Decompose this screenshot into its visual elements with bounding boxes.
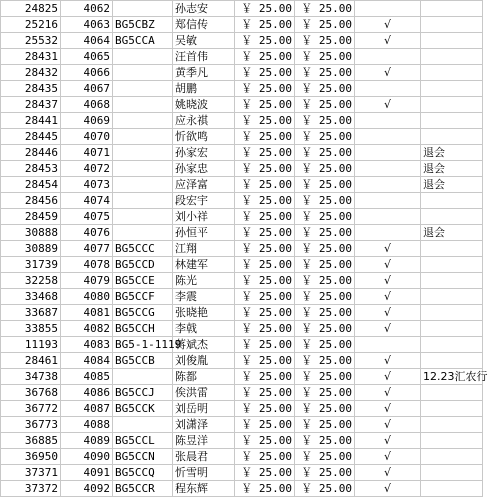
fee-amount-cell[interactable]: ￥ 25.00 [235,417,295,433]
paid-check-cell[interactable] [355,193,421,209]
paid-check-cell[interactable]: √ [355,401,421,417]
member-id-cell[interactable]: 24825 [1,1,61,17]
fee-amount-cell[interactable]: ￥ 25.00 [235,33,295,49]
fee-amount-cell[interactable]: ￥ 25.00 [235,385,295,401]
remark-cell[interactable] [421,65,483,81]
fee-amount-cell[interactable]: ￥ 25.00 [235,433,295,449]
paid-amount-cell[interactable]: ￥ 25.00 [295,161,355,177]
member-id-cell[interactable]: 28461 [1,353,61,369]
remark-cell[interactable] [421,241,483,257]
serial-number-cell[interactable]: 4062 [61,1,113,17]
paid-amount-cell[interactable]: ￥ 25.00 [295,273,355,289]
member-name-cell[interactable]: 俟洪雷 [173,385,235,401]
fee-amount-cell[interactable]: ￥ 25.00 [235,177,295,193]
table-row [1,129,483,145]
paid-check-cell[interactable]: √ [355,321,421,337]
fee-amount-cell[interactable]: ￥ 25.00 [235,449,295,465]
member-name-cell[interactable]: 程东辉 [173,481,235,497]
paid-amount-cell[interactable]: ￥ 25.00 [295,241,355,257]
paid-check-cell[interactable]: √ [355,241,421,257]
paid-amount-cell[interactable]: ￥ 25.00 [295,113,355,129]
member-name-cell[interactable]: 姚晓波 [173,97,235,113]
table-row [1,257,483,273]
paid-amount-cell[interactable]: ￥ 25.00 [295,145,355,161]
callsign-cell[interactable] [113,161,173,177]
member-name-cell[interactable]: 刘岳明 [173,401,235,417]
paid-check-cell[interactable]: √ [355,433,421,449]
callsign-cell[interactable] [113,417,173,433]
serial-number-cell[interactable]: 4086 [61,385,113,401]
fee-amount-cell[interactable]: ￥ 25.00 [235,465,295,481]
paid-amount-cell[interactable]: ￥ 25.00 [295,305,355,321]
member-id-cell[interactable]: 31739 [1,257,61,273]
remark-cell[interactable] [421,465,483,481]
table-row [1,433,483,449]
callsign-cell[interactable] [113,81,173,97]
serial-number-cell[interactable]: 4079 [61,273,113,289]
paid-check-cell[interactable]: √ [355,17,421,33]
remark-cell[interactable] [421,337,483,353]
member-name-cell[interactable]: 林建军 [173,257,235,273]
serial-number-cell[interactable]: 4074 [61,193,113,209]
remark-cell[interactable]: 退会 [421,225,483,241]
member-name-cell[interactable]: 胡鹏 [173,81,235,97]
table-row [1,81,483,97]
paid-check-cell[interactable] [355,225,421,241]
callsign-cell[interactable] [113,369,173,385]
serial-number-cell[interactable]: 4070 [61,129,113,145]
member-id-cell[interactable]: 28445 [1,129,61,145]
member-id-cell[interactable]: 37372 [1,481,61,497]
serial-number-cell[interactable]: 4085 [61,369,113,385]
remark-cell[interactable] [421,289,483,305]
callsign-cell[interactable]: BG5CCR [113,481,173,497]
member-name-cell[interactable]: 刘潇泽 [173,417,235,433]
remark-cell[interactable] [421,129,483,145]
serial-number-cell[interactable]: 4072 [61,161,113,177]
paid-amount-cell[interactable]: ￥ 25.00 [295,97,355,113]
member-name-cell[interactable]: 张晨君 [173,449,235,465]
remark-cell[interactable]: 退会 [421,145,483,161]
fee-amount-cell[interactable]: ￥ 25.00 [235,481,295,497]
remark-cell[interactable] [421,33,483,49]
member-id-cell[interactable]: 33855 [1,321,61,337]
member-name-cell[interactable]: 李震 [173,289,235,305]
paid-amount-cell[interactable]: ￥ 25.00 [295,33,355,49]
table-row [1,289,483,305]
remark-cell[interactable] [421,49,483,65]
callsign-cell[interactable] [113,97,173,113]
callsign-cell[interactable]: BG5-1-1119 [113,337,173,353]
paid-amount-cell[interactable]: ￥ 25.00 [295,65,355,81]
remark-cell[interactable] [421,209,483,225]
member-name-cell[interactable]: 孙家宏 [173,145,235,161]
member-id-cell[interactable]: 28454 [1,177,61,193]
paid-amount-cell[interactable]: ￥ 25.00 [295,369,355,385]
member-name-cell[interactable]: 李戟 [173,321,235,337]
member-id-cell[interactable]: 28437 [1,97,61,113]
member-name-cell[interactable]: 忻雪明 [173,465,235,481]
callsign-cell[interactable] [113,1,173,17]
fee-amount-cell[interactable]: ￥ 25.00 [235,369,295,385]
remark-cell[interactable] [421,113,483,129]
table-row [1,225,483,241]
member-id-cell[interactable]: 28459 [1,209,61,225]
paid-amount-cell[interactable]: ￥ 25.00 [295,465,355,481]
table-row [1,1,483,17]
member-id-cell[interactable]: 28441 [1,113,61,129]
member-name-cell[interactable]: 刘俊胤 [173,353,235,369]
paid-amount-cell[interactable]: ￥ 25.00 [295,81,355,97]
paid-amount-cell[interactable]: ￥ 25.00 [295,209,355,225]
paid-amount-cell[interactable]: ￥ 25.00 [295,129,355,145]
paid-amount-cell[interactable]: ￥ 25.00 [295,193,355,209]
remark-cell[interactable] [421,193,483,209]
member-id-cell[interactable]: 30889 [1,241,61,257]
table-row [1,273,483,289]
member-name-cell[interactable]: 吴敏 [173,33,235,49]
table-row [1,177,483,193]
member-id-cell[interactable]: 28435 [1,81,61,97]
fee-amount-cell[interactable]: ￥ 25.00 [235,321,295,337]
member-name-cell[interactable]: 孙志安 [173,1,235,17]
fee-amount-cell[interactable]: ￥ 25.00 [235,337,295,353]
member-name-cell[interactable]: 忻欲鸣 [173,129,235,145]
paid-check-cell[interactable]: √ [355,385,421,401]
remark-cell[interactable] [421,433,483,449]
member-name-cell[interactable]: 刘小祥 [173,209,235,225]
remark-cell[interactable] [421,353,483,369]
serial-number-cell[interactable]: 4080 [61,289,113,305]
member-name-cell[interactable]: 陈都 [173,369,235,385]
member-name-cell[interactable]: 张晓艳 [173,305,235,321]
member-id-cell[interactable]: 28431 [1,49,61,65]
member-name-cell[interactable]: 段宏宇 [173,193,235,209]
member-id-cell[interactable]: 32258 [1,273,61,289]
table-row [1,97,483,113]
callsign-cell[interactable]: BG5CCJ [113,385,173,401]
paid-amount-cell[interactable]: ￥ 25.00 [295,321,355,337]
table-row [1,449,483,465]
paid-check-cell[interactable]: √ [355,65,421,81]
table-row [1,65,483,81]
table-row [1,161,483,177]
fee-amount-cell[interactable]: ￥ 25.00 [235,209,295,225]
serial-number-cell[interactable]: 4081 [61,305,113,321]
paid-check-cell[interactable]: √ [355,465,421,481]
remark-cell[interactable] [421,81,483,97]
paid-check-cell[interactable] [355,129,421,145]
remark-cell[interactable]: 12.23汇农行 [421,369,483,385]
fee-amount-cell[interactable]: ￥ 25.00 [235,145,295,161]
serial-number-cell[interactable]: 4083 [61,337,113,353]
callsign-cell[interactable]: BG5CCA [113,33,173,49]
remark-cell[interactable] [421,97,483,113]
fee-amount-cell[interactable]: ￥ 25.00 [235,129,295,145]
paid-check-cell[interactable] [355,145,421,161]
table-row [1,337,483,353]
member-name-cell[interactable]: 郑信传 [173,17,235,33]
fee-amount-cell[interactable]: ￥ 25.00 [235,273,295,289]
table-row [1,385,483,401]
serial-number-cell[interactable]: 4071 [61,145,113,161]
serial-number-cell[interactable]: 4067 [61,81,113,97]
fee-amount-cell[interactable]: ￥ 25.00 [235,257,295,273]
callsign-cell[interactable]: BG5CCF [113,289,173,305]
table-row [1,321,483,337]
paid-check-cell[interactable]: √ [355,97,421,113]
table-row [1,209,483,225]
paid-amount-cell[interactable]: ￥ 25.00 [295,449,355,465]
remark-cell[interactable] [421,305,483,321]
fee-amount-cell[interactable]: ￥ 25.00 [235,1,295,17]
member-name-cell[interactable]: 黄季凡 [173,65,235,81]
remark-cell[interactable]: 退会 [421,161,483,177]
callsign-cell[interactable] [113,145,173,161]
serial-number-cell[interactable]: 4065 [61,49,113,65]
member-id-cell[interactable]: 36885 [1,433,61,449]
paid-amount-cell[interactable]: ￥ 25.00 [295,289,355,305]
member-id-cell[interactable]: 36772 [1,401,61,417]
table-row [1,113,483,129]
paid-amount-cell[interactable]: ￥ 25.00 [295,257,355,273]
paid-check-cell[interactable] [355,49,421,65]
serial-number-cell[interactable]: 4064 [61,33,113,49]
paid-check-cell[interactable] [355,113,421,129]
remark-cell[interactable] [421,321,483,337]
fee-amount-cell[interactable]: ￥ 25.00 [235,49,295,65]
serial-number-cell[interactable]: 4092 [61,481,113,497]
member-id-cell[interactable]: 28453 [1,161,61,177]
table-row [1,193,483,209]
callsign-cell[interactable] [113,177,173,193]
member-name-cell[interactable]: 应泽富 [173,177,235,193]
member-id-cell[interactable]: 36773 [1,417,61,433]
callsign-cell[interactable] [113,193,173,209]
paid-check-cell[interactable]: √ [355,33,421,49]
paid-check-cell[interactable]: √ [355,449,421,465]
callsign-cell[interactable] [113,225,173,241]
paid-check-cell[interactable]: √ [355,289,421,305]
paid-amount-cell[interactable]: ￥ 25.00 [295,353,355,369]
fee-amount-cell[interactable]: ￥ 25.00 [235,241,295,257]
serial-number-cell[interactable]: 4075 [61,209,113,225]
fee-amount-cell[interactable]: ￥ 25.00 [235,401,295,417]
member-id-cell[interactable]: 33687 [1,305,61,321]
member-name-cell[interactable]: 孙家忠 [173,161,235,177]
callsign-cell[interactable]: BG5CCL [113,433,173,449]
serial-number-cell[interactable]: 4069 [61,113,113,129]
fee-amount-cell[interactable]: ￥ 25.00 [235,113,295,129]
table-row [1,369,483,385]
table-row [1,465,483,481]
member-name-cell[interactable]: 陈光 [173,273,235,289]
paid-check-cell[interactable] [355,1,421,17]
serial-number-cell[interactable]: 4077 [61,241,113,257]
fee-amount-cell[interactable]: ￥ 25.00 [235,161,295,177]
paid-check-cell[interactable] [355,161,421,177]
paid-amount-cell[interactable]: ￥ 25.00 [295,17,355,33]
member-name-cell[interactable]: 孙恒平 [173,225,235,241]
paid-amount-cell[interactable]: ￥ 25.00 [295,177,355,193]
table-row [1,145,483,161]
paid-check-cell[interactable] [355,209,421,225]
callsign-cell[interactable] [113,209,173,225]
paid-amount-cell[interactable]: ￥ 25.00 [295,337,355,353]
remark-cell[interactable] [421,449,483,465]
callsign-cell[interactable]: BG5CCN [113,449,173,465]
callsign-cell[interactable] [113,65,173,81]
serial-number-cell[interactable]: 4078 [61,257,113,273]
serial-number-cell[interactable]: 4090 [61,449,113,465]
remark-cell[interactable] [421,481,483,497]
member-id-cell[interactable]: 37371 [1,465,61,481]
paid-amount-cell[interactable]: ￥ 25.00 [295,481,355,497]
member-name-cell[interactable]: 陈昱洋 [173,433,235,449]
serial-number-cell[interactable]: 4082 [61,321,113,337]
remark-cell[interactable] [421,401,483,417]
member-id-cell[interactable]: 34738 [1,369,61,385]
remark-cell[interactable]: 退会 [421,177,483,193]
remark-cell[interactable] [421,385,483,401]
serial-number-cell[interactable]: 4073 [61,177,113,193]
table-row [1,401,483,417]
paid-amount-cell[interactable]: ￥ 25.00 [295,225,355,241]
table-row [1,241,483,257]
table-row [1,49,483,65]
serial-number-cell[interactable]: 4063 [61,17,113,33]
paid-amount-cell[interactable]: ￥ 25.00 [295,1,355,17]
member-name-cell[interactable]: 汪首伟 [173,49,235,65]
remark-cell[interactable] [421,417,483,433]
member-name-cell[interactable]: 应永祺 [173,113,235,129]
callsign-cell[interactable]: BG5CCG [113,305,173,321]
callsign-cell[interactable] [113,113,173,129]
member-name-cell[interactable]: 蒋斌杰 [173,337,235,353]
callsign-cell[interactable] [113,129,173,145]
callsign-cell[interactable]: BG5CCE [113,273,173,289]
remark-cell[interactable] [421,273,483,289]
paid-amount-cell[interactable]: ￥ 25.00 [295,49,355,65]
paid-check-cell[interactable] [355,81,421,97]
fee-amount-cell[interactable]: ￥ 25.00 [235,289,295,305]
member-id-cell[interactable]: 33468 [1,289,61,305]
paid-amount-cell[interactable]: ￥ 25.00 [295,385,355,401]
fee-amount-cell[interactable]: ￥ 25.00 [235,353,295,369]
callsign-cell[interactable]: BG5CCH [113,321,173,337]
paid-amount-cell[interactable]: ￥ 25.00 [295,433,355,449]
callsign-cell[interactable]: BG5CCB [113,353,173,369]
callsign-cell[interactable]: BG5CCC [113,241,173,257]
paid-check-cell[interactable]: √ [355,353,421,369]
member-id-cell[interactable]: 25532 [1,33,61,49]
paid-amount-cell[interactable]: ￥ 25.00 [295,417,355,433]
fee-amount-cell[interactable]: ￥ 25.00 [235,225,295,241]
serial-number-cell[interactable]: 4076 [61,225,113,241]
callsign-cell[interactable]: BG5CCQ [113,465,173,481]
paid-check-cell[interactable]: √ [355,417,421,433]
paid-check-cell[interactable]: √ [355,257,421,273]
member-id-cell[interactable]: 30888 [1,225,61,241]
callsign-cell[interactable]: BG5CBZ [113,17,173,33]
fee-amount-cell[interactable]: ￥ 25.00 [235,65,295,81]
paid-check-cell[interactable]: √ [355,481,421,497]
member-id-cell[interactable]: 36950 [1,449,61,465]
member-id-cell[interactable]: 28446 [1,145,61,161]
callsign-cell[interactable]: BG5CCD [113,257,173,273]
table-row [1,481,483,497]
remark-cell[interactable] [421,17,483,33]
serial-number-cell[interactable]: 4068 [61,97,113,113]
paid-check-cell[interactable] [355,177,421,193]
fee-amount-cell[interactable]: ￥ 25.00 [235,81,295,97]
member-id-cell[interactable]: 25216 [1,17,61,33]
member-id-cell[interactable]: 36768 [1,385,61,401]
table-row [1,417,483,433]
serial-number-cell[interactable]: 4084 [61,353,113,369]
member-id-cell[interactable]: 28432 [1,65,61,81]
fee-amount-cell[interactable]: ￥ 25.00 [235,17,295,33]
table-row [1,305,483,321]
paid-amount-cell[interactable]: ￥ 25.00 [295,401,355,417]
table-body [1,1,488,497]
member-name-cell[interactable]: 江翔 [173,241,235,257]
callsign-cell[interactable] [113,49,173,65]
remark-cell[interactable] [421,1,483,17]
serial-number-cell[interactable]: 4066 [61,65,113,81]
serial-number-cell[interactable]: 4089 [61,433,113,449]
member-id-cell[interactable]: 28456 [1,193,61,209]
serial-number-cell[interactable]: 4087 [61,401,113,417]
table-row [1,353,483,369]
fee-amount-cell[interactable]: ￥ 25.00 [235,97,295,113]
callsign-cell[interactable]: BG5CCK [113,401,173,417]
paid-check-cell[interactable]: √ [355,305,421,321]
table-row [1,17,483,33]
paid-check-cell[interactable] [355,337,421,353]
paid-check-cell[interactable]: √ [355,273,421,289]
member-id-cell[interactable]: 11193 [1,337,61,353]
serial-number-cell[interactable]: 4091 [61,465,113,481]
remark-cell[interactable] [421,257,483,273]
fee-amount-cell[interactable]: ￥ 25.00 [235,193,295,209]
serial-number-cell[interactable]: 4088 [61,417,113,433]
table-row [1,33,483,49]
fee-amount-cell[interactable]: ￥ 25.00 [235,305,295,321]
paid-check-cell[interactable]: √ [355,369,421,385]
